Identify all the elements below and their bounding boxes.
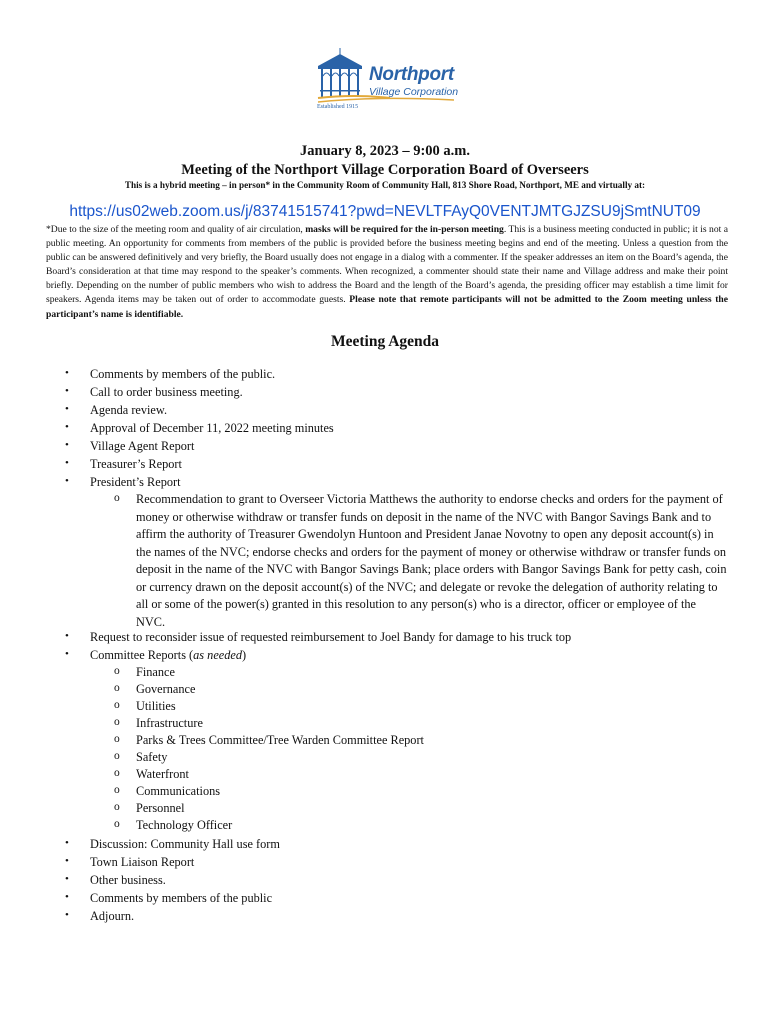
notice-text-1: *Due to the size of the meeting room and quality of air circulation, xyxy=(46,224,306,235)
bullet: • xyxy=(65,855,69,867)
northport-logo xyxy=(314,46,464,118)
notice-remote-requirement: Please note that remote participants will not be admitted to the Zoom meeting unless the participant’s name is identifiable. xyxy=(46,294,728,320)
list-item: Other business. xyxy=(90,873,166,887)
committee-item: Parks & Trees Committee/Tree Warden Committee Report xyxy=(136,733,424,747)
bullet: • xyxy=(65,475,69,487)
list-item: Village Agent Report xyxy=(90,439,195,453)
bullet: • xyxy=(65,367,69,379)
committee-item: Safety xyxy=(136,750,168,764)
committee-item: Waterfront xyxy=(136,767,189,781)
bullet: • xyxy=(65,873,69,885)
list-item: President’s Report xyxy=(90,475,181,489)
list-item: Adjourn. xyxy=(90,909,135,923)
sub-bullet: o xyxy=(114,682,120,694)
sub-bullet: o xyxy=(114,784,120,796)
sub-bullet: o xyxy=(114,716,120,728)
sub-bullet: o xyxy=(114,665,120,677)
list-item: Treasurer’s Report xyxy=(90,457,182,471)
committee-label: Committee Reports ( xyxy=(90,648,194,662)
meeting-notice xyxy=(46,223,728,322)
sub-bullet: o xyxy=(114,818,120,830)
president-report-resolution: Recommendation to grant to Overseer Victoria Matthews the authority to endorse checks and orders for the payment of money or otherwise withdraw or transfer funds on deposit in the name of the NVC with Bangor Savings Bank and to affirm the authority of Treasurer Gwendolyn Huntoon and President Janae Novotny to open any deposit account(s) in the names of the NVC; endorse checks and orders for the payment of money or otherwise withdraw or transfer funds on deposit in the name of the NVC with Bangor Savings Bank; place orders with Bangor Savings Bank for petty cash, coin or currency drawn on the deposit account(s) of the NVC; and delegate or revoke the delegation of authority relating to all or some of the power(s) granted in this resolution to any person(s) who is a director, officer or employee of the NVC. xyxy=(136,492,727,629)
logo-name: Northport xyxy=(369,64,454,85)
sub-bullet: o xyxy=(114,733,120,745)
sub-bullet: o xyxy=(114,492,120,504)
bullet: • xyxy=(65,457,69,469)
committee-close: ) xyxy=(241,648,247,662)
bullet: • xyxy=(65,630,69,642)
notice-mask-requirement: masks will be required for the in-person meeting xyxy=(305,224,504,235)
committee-item: Utilities xyxy=(136,699,176,713)
list-item: Comments by members of the public. xyxy=(90,367,276,381)
sub-bullet: o xyxy=(114,767,120,779)
sub-bullet: o xyxy=(114,750,120,762)
list-item: Town Liaison Report xyxy=(90,855,195,869)
agenda-heading: Meeting Agenda xyxy=(330,333,440,350)
list-item: Comments by members of the public xyxy=(90,891,273,905)
bullet: • xyxy=(65,891,69,903)
meeting-title: Meeting of the Northport Village Corporation Board of Overseers xyxy=(181,162,589,178)
hybrid-note: This is a hybrid meeting – in person* in the Community Room of Community Hall, 813 Shore Road, Northport, ME and virtually at: xyxy=(124,180,646,190)
committee-item: Finance xyxy=(136,665,175,679)
zoom-link[interactable]: https://us02web.zoom.us/j/83741515741?pwd=NEVLTFAyQ0VENTJMTGJZSU9jSmtNUT09 xyxy=(69,203,701,220)
bullet: • xyxy=(65,421,69,433)
meeting-date: January 8, 2023 – 9:00 a.m. xyxy=(300,143,470,159)
list-item: Approval of December 11, 2022 meeting minutes xyxy=(90,421,334,435)
sub-bullet: o xyxy=(114,801,120,813)
list-item: Discussion: Community Hall use form xyxy=(90,837,280,851)
list-item: Agenda review. xyxy=(90,403,168,417)
notice-text-2: . This is a business meeting conducted in public; it is not a public meeting. An opportunity for comments from members of the public is provided before the business meeting begins and end of the meeting. Unless a question from the public can be answered definitively and very briefly, the Board usually does not engage in a dialog with a commenter. If the speaker addresses an item on the Board’s agenda, the Board’s consideration at that time may respond to the speaker’s comments. When recognized, a commenter should state their name and Village address and make their point briefly. Depending on the number of public members who wish to address the Board and the length of the Board’s agenda, the presiding officer may establish a time limit for speakers. Agenda items may be taken out of order to accommodate guests. xyxy=(46,224,728,306)
committee-as-needed: as needed xyxy=(193,648,242,662)
sub-bullet: o xyxy=(114,699,120,711)
list-item: Call to order business meeting. xyxy=(90,385,243,399)
bullet: • xyxy=(65,403,69,415)
committee-item: Infrastructure xyxy=(136,716,203,730)
bullet: • xyxy=(65,439,69,451)
logo-established: Established 1915 xyxy=(317,104,359,110)
logo-subtitle: Village Corporation xyxy=(369,86,459,98)
committee-item: Technology Officer xyxy=(136,818,233,832)
list-item-committee-reports xyxy=(90,648,246,663)
committee-item: Personnel xyxy=(136,801,185,815)
bullet: • xyxy=(65,909,69,921)
committee-item: Communications xyxy=(136,784,221,798)
committee-item: Governance xyxy=(136,682,196,696)
bullet: • xyxy=(65,648,69,660)
bullet: • xyxy=(65,385,69,397)
bullet: • xyxy=(65,837,69,849)
list-item: Request to reconsider issue of requested reimbursement to Joel Bandy for damage to his truck top xyxy=(90,630,572,644)
